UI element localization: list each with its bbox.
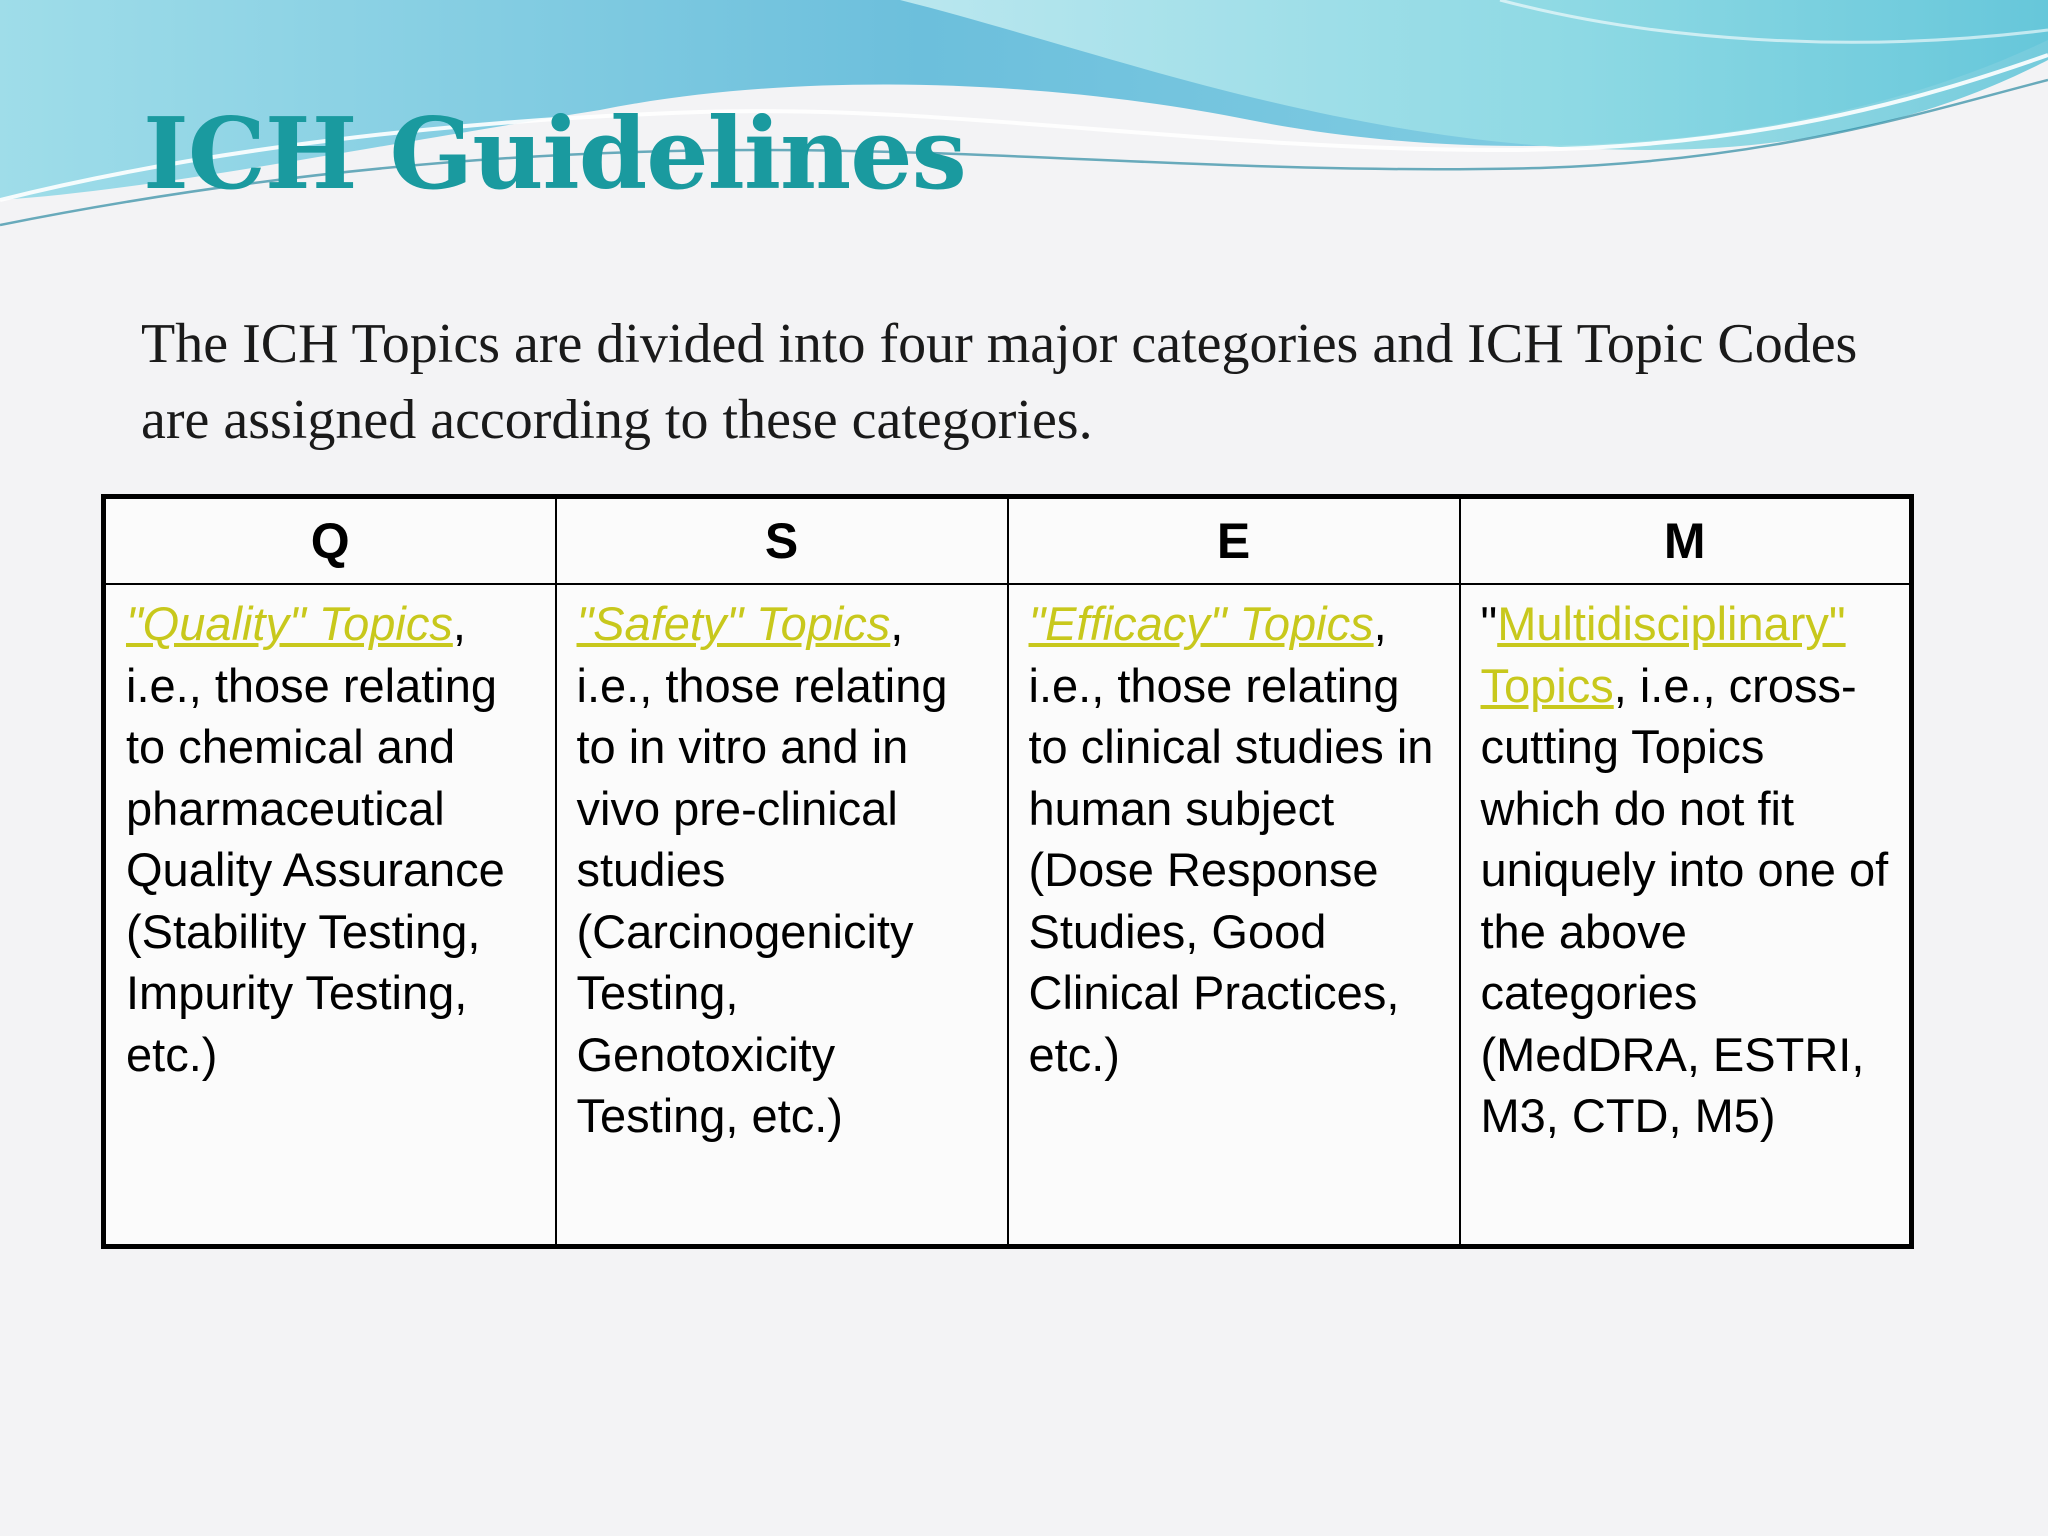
cell-prefix: ": [1480, 597, 1498, 650]
cell-description: , i.e., those relating to chemical and pharmaceutical Quality Assurance (Stability Testing, Impurity Testing, etc.): [126, 597, 505, 1081]
safety-topics-link[interactable]: "Safety" Topics: [576, 597, 891, 650]
cell-quality: [104, 584, 556, 1247]
slide-title: ICH Guidelines: [143, 97, 966, 212]
header-m: M: [1460, 497, 1912, 585]
table-header-row: [104, 497, 1912, 585]
cell-description: , i.e., those relating to clinical studies in human subject (Dose Response Studies, Good Clinical Practices, etc.): [1028, 597, 1434, 1081]
header-q: Q: [104, 497, 556, 585]
header-s: S: [556, 497, 1008, 585]
cell-description: , i.e., those relating to in vitro and in vivo pre-clinical studies (Carcinogenicity Testing, Genotoxicity Testing, etc.): [576, 597, 948, 1142]
cell-description: , i.e., cross-cutting Topics which do not fit uniquely into one of the above categories (MedDRA, ESTRI, M3, CTD, M5): [1480, 658, 1889, 1142]
multidisciplinary-topics-link[interactable]: Multidisciplinary" Topics: [1480, 597, 1846, 712]
header-e: E: [1008, 497, 1460, 585]
quality-topics-link[interactable]: "Quality" Topics: [126, 597, 453, 650]
cell-efficacy: [1008, 584, 1460, 1247]
intro-paragraph: The ICH Topics are divided into four major categories and ICH Topic Codes are assigned according to these categories.: [141, 313, 1858, 451]
ich-categories-table: [101, 494, 1914, 1249]
cell-multidisciplinary: [1460, 584, 1912, 1247]
cell-safety: [556, 584, 1008, 1247]
table-row: [104, 584, 1912, 1247]
efficacy-topics-link[interactable]: "Efficacy" Topics: [1028, 597, 1374, 650]
